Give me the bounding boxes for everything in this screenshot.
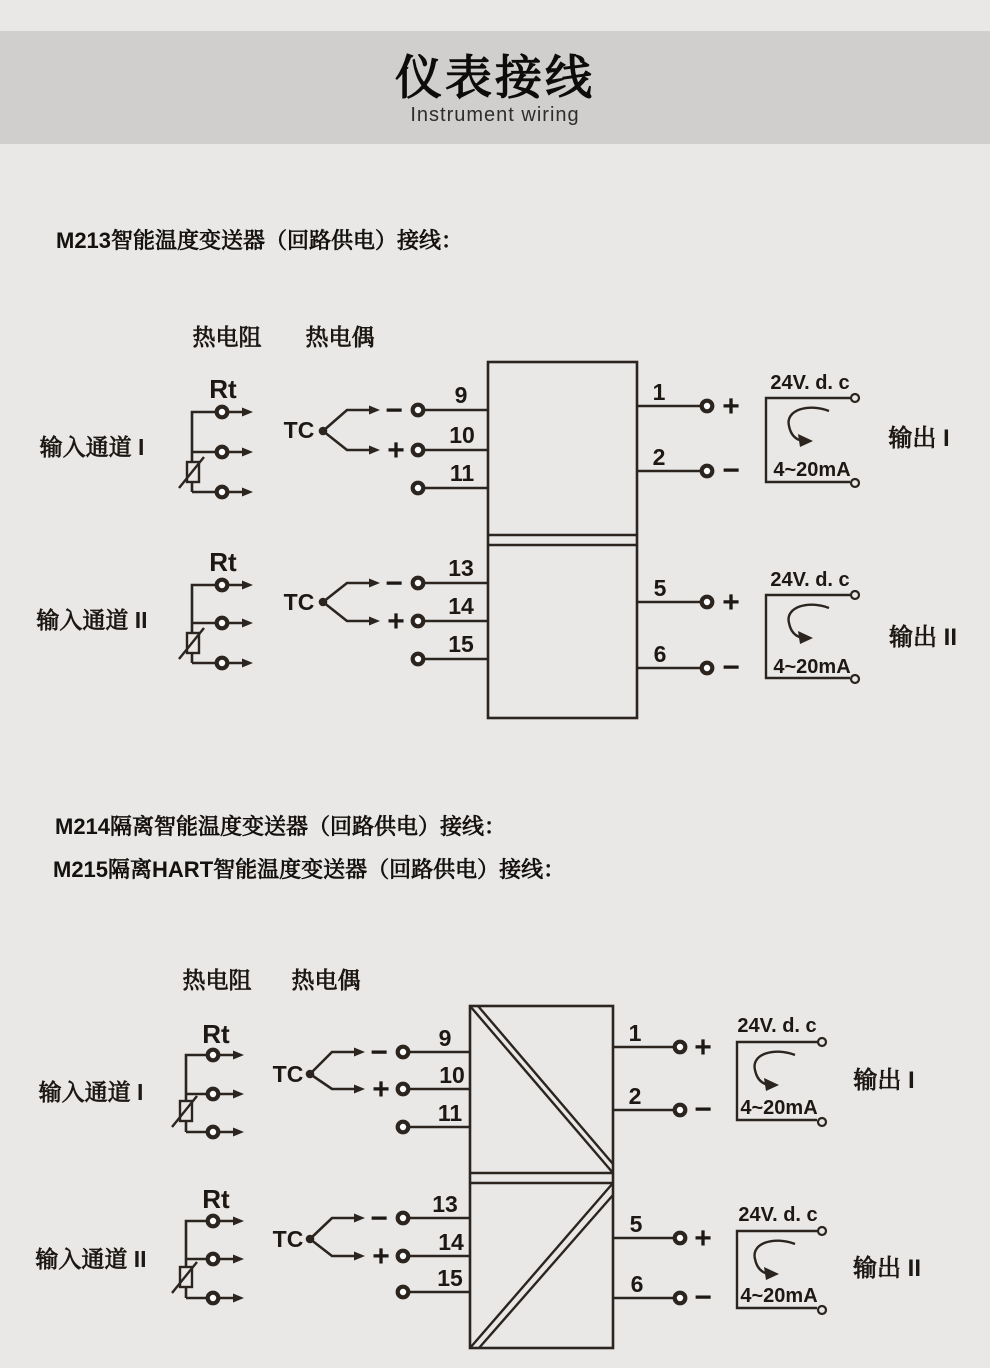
rt-label-ch2: Rt	[202, 1184, 230, 1214]
channel1-tc-fork	[319, 406, 380, 455]
title-banner	[0, 31, 990, 144]
rt-label-ch1: Rt	[202, 1019, 230, 1049]
input-channel2-label: 输入通道 II	[36, 607, 148, 633]
terminal-6-label: 6	[653, 641, 667, 667]
polarity-plus-ch1: +	[372, 1073, 390, 1106]
terminal-11-label: 11	[449, 460, 475, 486]
channel2-rtd-symbol	[172, 1216, 244, 1304]
terminal-5-label: 5	[629, 1211, 643, 1237]
tc-label-ch1: TC	[272, 1061, 304, 1087]
terminal-2-label: 2	[652, 444, 666, 470]
terminal-5-label: 5	[653, 575, 667, 601]
output2-wires	[637, 597, 712, 674]
output2-minus: −	[722, 651, 740, 684]
tc-label-ch2: TC	[272, 1226, 304, 1252]
terminal-15-label: 15	[448, 631, 474, 657]
tc-label-ch2: TC	[283, 589, 315, 615]
diagram-m214-m215-wiring	[0, 950, 990, 1368]
isolated-transmitter-box	[470, 1006, 613, 1348]
channel2-tc-fork	[306, 1214, 365, 1261]
output2-plus: +	[722, 586, 740, 619]
terminal-9-label: 9	[454, 382, 468, 408]
terminal-13-label: 13	[432, 1191, 458, 1217]
terminal-14-label: 14	[438, 1229, 464, 1255]
isolation-diagonal-bottom	[470, 1183, 613, 1348]
tc-label-ch1: TC	[283, 417, 315, 443]
channel1-tc-fork	[306, 1048, 365, 1094]
terminal-14-label: 14	[448, 593, 474, 619]
loop-current-arrow	[798, 434, 813, 447]
output2-plus: +	[694, 1222, 712, 1255]
input-channel2-label: 输入通道 II	[35, 1246, 147, 1272]
terminal-2-label: 2	[628, 1083, 642, 1109]
output1-supply-label: 24V. d. c	[737, 1015, 817, 1037]
terminal-1-label: 1	[628, 1020, 642, 1046]
channel2-tc-fork	[319, 579, 380, 626]
output2-supply-label: 24V. d. c	[770, 569, 850, 591]
rt-label-ch1: Rt	[209, 374, 237, 404]
polarity-plus-ch2: +	[372, 1240, 390, 1273]
output2-supply-label: 24V. d. c	[738, 1204, 818, 1226]
transmitter-box	[488, 362, 637, 718]
terminal-10-label: 10	[439, 1062, 465, 1088]
output2-label: 输出 II	[888, 624, 958, 651]
output1-label: 输出 I	[853, 1067, 915, 1094]
loop-current-arrow	[764, 1078, 779, 1091]
output1-plus: +	[694, 1031, 712, 1064]
output2-wires	[613, 1233, 685, 1304]
page-title: 仪表接线	[395, 51, 595, 104]
output1-range-label: 4~20mA	[740, 1097, 818, 1119]
polarity-minus-ch1: −	[385, 394, 403, 427]
tc-column-label: 热电偶	[291, 967, 361, 993]
terminal-15-label: 15	[437, 1265, 463, 1291]
output1-minus: −	[722, 454, 740, 487]
output1-wires	[613, 1042, 685, 1116]
terminal-13-label: 13	[448, 555, 474, 581]
loop-current-arrow	[764, 1267, 779, 1280]
diagram-m213-wiring	[0, 300, 990, 730]
channel2-rtd-symbol	[179, 580, 253, 669]
loop-current-arrow	[798, 631, 813, 644]
output2-range-label: 4~20mA	[773, 656, 851, 678]
rt-label-ch2: Rt	[209, 547, 237, 577]
polarity-minus-ch2: −	[385, 567, 403, 600]
rtd-column-label: 热电阻	[192, 324, 262, 350]
output1-wires	[637, 401, 712, 477]
output2-label: 输出 II	[852, 1255, 922, 1282]
output1-range-label: 4~20mA	[773, 459, 851, 481]
channel1-rtd-symbol	[179, 407, 253, 498]
heading-m213: M213智能温度变送器（回路供电）接线：	[56, 228, 464, 253]
output1-plus: +	[722, 390, 740, 423]
terminal-11-label: 11	[437, 1100, 463, 1126]
terminal-1-label: 1	[652, 379, 666, 405]
terminal-10-label: 10	[449, 422, 475, 448]
page-subtitle: Instrument wiring	[410, 104, 580, 126]
heading-m214: M214隔离智能温度变送器（回路供电）接线：	[55, 814, 507, 839]
output1-label: 输出 I	[888, 425, 950, 452]
output2-range-label: 4~20mA	[740, 1285, 818, 1307]
input-channel1-label: 输入通道 I	[39, 434, 145, 460]
output1-supply-label: 24V. d. c	[770, 372, 850, 394]
polarity-minus-ch1: −	[370, 1036, 388, 1069]
tc-column-label: 热电偶	[305, 324, 375, 350]
heading-m215: M215隔离HART智能温度变送器（回路供电）接线：	[53, 857, 566, 882]
output1-minus: −	[694, 1093, 712, 1126]
channel1-rtd-symbol	[172, 1050, 244, 1138]
polarity-plus-ch1: +	[387, 434, 405, 467]
input-channel1-label: 输入通道 I	[38, 1079, 144, 1105]
output2-minus: −	[694, 1281, 712, 1314]
terminal-6-label: 6	[630, 1271, 644, 1297]
terminal-9-label: 9	[438, 1025, 452, 1051]
rtd-column-label: 热电阻	[182, 967, 252, 993]
isolation-diagonal-top	[470, 1006, 613, 1173]
polarity-minus-ch2: −	[370, 1202, 388, 1235]
polarity-plus-ch2: +	[387, 605, 405, 638]
